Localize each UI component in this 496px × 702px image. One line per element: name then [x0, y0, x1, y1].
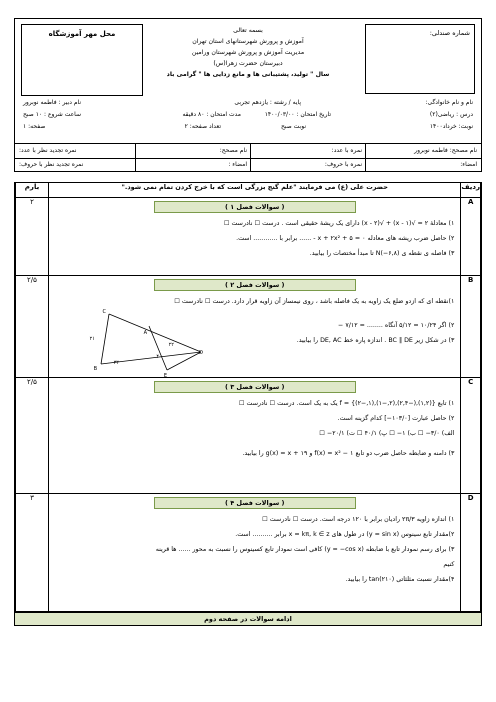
label-22: ۲۲ — [168, 342, 174, 348]
revise-words-label: نمره تجدید نظر با حروف: — [19, 161, 84, 168]
grader-name: نام مصحح: فاطمه نوبرور — [414, 147, 477, 154]
section-id: D — [461, 494, 481, 612]
grader2-label: نام مصحح: — [219, 147, 247, 154]
header-title-block — [165, 25, 331, 80]
seat-number-label: شماره صندلی: — [429, 29, 470, 37]
label-c: C — [102, 309, 106, 315]
section-title: ( سوالات فصل ۱ ) — [154, 201, 356, 213]
section-score: ۲/۵ — [16, 276, 49, 378]
revise-number-label: نمره تجدید نظر با عدد: — [19, 147, 77, 154]
exam-duration-field: مدت امتحان : ۸۰ دقیقه — [182, 111, 241, 118]
question-line: ۴)مقدار نسبت مثلثاتی tan(۲۱۰) را بیابید. — [345, 576, 455, 583]
label-b: B — [93, 366, 97, 372]
shift-field: نوبت صبح — [280, 123, 306, 130]
question-line: ۲) حاصل ضرب ریشه های معادله ۰ = ۵ + x + ۲x² - ...... برابر با ............ است. — [236, 235, 455, 242]
continue-note: ادامه سوالات در صفحه دوم — [15, 612, 481, 625]
section-title: ( سوالات فصل ۴ ) — [154, 497, 356, 509]
section-score: ۲ — [16, 198, 49, 276]
section-id: C — [461, 378, 481, 494]
subject-field: درس : ریاضی(۲) — [429, 111, 473, 118]
label-33: ۳۳ — [113, 360, 119, 366]
grade-field: پایه / رشته : یازدهم تجربی — [234, 99, 301, 106]
seal-label: محل مهر آموزشگاه — [48, 30, 116, 38]
grading-grid — [15, 143, 481, 172]
triangle-figure — [89, 306, 219, 378]
section-title: ( سوالات فصل ۳ ) — [154, 381, 356, 393]
question-options: الف) ۳/۰− ☐ ب) ۱− ☐ پ) ۴۰/۱ ☐ ت) ۲۰/۱− ☐ — [319, 430, 455, 437]
section-score: ۳ — [16, 494, 49, 612]
question-line: ۳) در شکل زیر BC ∥ DE . اندازه پاره خط DE, AC را بیابید. — [296, 337, 455, 344]
question-line: ۳) برای رسم نمودار تابع با ضابطه (y = −cos x) کافی است نمودار تابع کسینوس را نسبت به محور ...... ها قرینه — [155, 546, 455, 553]
page-number-field: صفحه: ۱ — [23, 123, 46, 130]
bismillah: بسمه تعالی — [233, 27, 263, 34]
section-body — [49, 276, 461, 378]
label-e: E — [163, 373, 167, 378]
col-score-header: بارم — [16, 183, 49, 198]
section-row-a — [16, 198, 481, 276]
label-21: ۲۱ — [89, 336, 95, 342]
question-line: ۲)مقدار تابع سینوس (y = sin x) در طول های x = kπ, k ∈ z برابر .......... است. — [235, 531, 455, 538]
label-d: D — [199, 350, 203, 356]
questions-area — [14, 182, 482, 626]
questions-table — [15, 182, 481, 612]
score-words-label: نمره با حروف: — [324, 161, 362, 168]
question-line: ۱) تابع {(۱,۲),(−۲,۴),(۲,−۱),(۱,−۲)} = f یک به یک است. درست ☐ نادرست ☐ — [238, 400, 455, 407]
student-name-label: نام و نام خانوادگی: — [425, 99, 473, 106]
label-4: ۴ — [156, 354, 159, 360]
term-field: نوبت: خرداد۱۴۰۰ — [429, 123, 473, 130]
motto: حضرت علی (ع) می فرمایند "علم گنج بزرگی است که با خرج کردن تمام نمی شود." — [49, 183, 461, 198]
col-row-header: ردیف — [461, 183, 481, 198]
signature-label: امضاء: — [460, 161, 477, 168]
exam-header — [14, 18, 482, 172]
section-body — [49, 494, 461, 612]
question-line: ۱)نقطه ای که ازدو ضلع یک زاویه به یک فاصله باشد ، روی نیمساز آن زاویه قرار دارد. درست ☐ نادرست ☐ — [174, 298, 455, 305]
section-id: B — [461, 276, 481, 378]
start-time-field: ساعت شروع : ۱۰ صبح — [23, 111, 82, 118]
question-line: ۳) دامنه و ضابطه حاصل ضرب دو تابع f(x) = x² − ۱ و g(x) = x + ۱۹ را بیابید. — [242, 450, 455, 457]
section-title: ( سوالات فصل ۲ ) — [154, 279, 356, 291]
header-line3: دبیرستان حضرت زهرا(س) — [213, 60, 283, 67]
exam-date-field: تاریخ امتحان : ۱۴۰۰/۰۳/۰۰ — [264, 111, 331, 118]
score-number-label: نمره با عدد: — [331, 147, 362, 154]
seat-number-box — [365, 24, 475, 94]
header-line4: سال " تولید، پشتیبانی ها و مانع زدایی ها " گرامی باد — [166, 71, 330, 78]
teacher-field: نام دبیر : فاطمه نوبرور — [23, 99, 82, 106]
section-row-c — [16, 378, 481, 494]
signature2-label: امضاء : — [228, 161, 247, 168]
question-line: ۳) فاصله ی نقطه ی (۶,۸−)N تا مبدأ مختصات را بیابید. — [309, 250, 455, 257]
section-row-b — [16, 276, 481, 378]
section-row-d — [16, 494, 481, 612]
question-line: ۲) حاصل عبارت [۱۰۳/۰−] کدام گزینه است. — [337, 415, 455, 422]
header-line2: مدیریت آموزش و پرورش شهرستان ورامین — [191, 49, 305, 56]
question-line: ۱) اندازه زاویه ۲π/۳ رادیان برابر با ۱۲۰ درجه است. درست ☐ نادرست ☐ — [262, 516, 455, 523]
section-body — [49, 198, 461, 276]
section-body — [49, 378, 461, 494]
section-score: ۲/۵ — [16, 378, 49, 494]
question-line: ۱) معادلهٔ ۲ = √(۱ - x) + √(x - ۲) دارای یک ریشهٔ حقیقی است . درست ☐ نادرست ☐ — [223, 220, 455, 227]
label-a: A — [143, 330, 147, 336]
school-seal-box — [21, 24, 143, 96]
page-count-field: تعداد صفحه: ۲ — [184, 123, 221, 130]
question-line: ۲) اگر ۱۰/۲۴ = ۵/۱۲ آنگاه ........ = ۷/۱۲ − — [338, 322, 455, 329]
header-line1: آموزش و پرورش شهرستانهای استان تهران — [192, 38, 304, 45]
section-id: A — [461, 198, 481, 276]
question-line: کنیم — [443, 561, 455, 568]
